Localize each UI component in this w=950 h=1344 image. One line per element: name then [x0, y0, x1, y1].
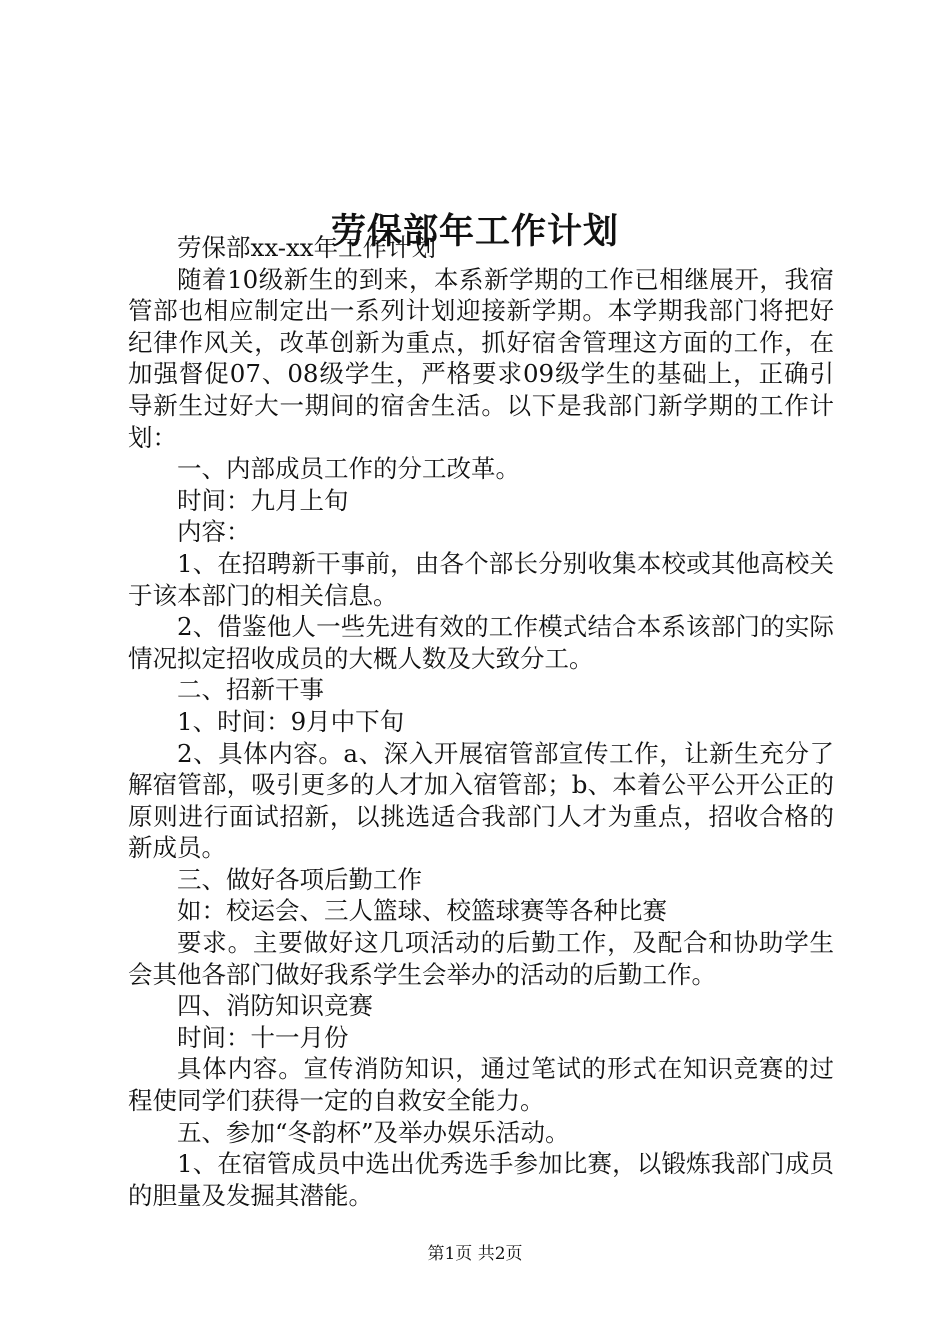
document-body: [128, 232, 834, 1211]
paragraph-item-1-1: 1、在招聘新干事前，由各个部长分别收集本校或其他高校关于该本部门的相关信息。: [128, 548, 834, 610]
paragraph-content-4: 具体内容。宣传消防知识，通过笔试的形式在知识竞赛的过程使同学们获得一定的自救安全能力。: [128, 1054, 834, 1116]
paragraph-item-5-1: 1、在宿管成员中选出优秀选手参加比赛，以锻炼我部门成员的胆量及发掘其潜能。: [128, 1149, 834, 1210]
page-number-footer: 第1页 共2页: [427, 1244, 523, 1264]
paragraph-item-2-2: 2、具体内容。a、深入开展宿管部宣传工作，让新生充分了解宿管部，吸引更多的人才加入宿管部；b、本着公平公开公正的原则进行面试招新，以挑选适合我部门人才为重点，招收合格的新成员。: [128, 738, 834, 863]
section-heading-1: 一、内部成员工作的分工改革。: [177, 454, 520, 484]
paragraph-item-2-1: 1、时间：9月中下旬: [177, 706, 405, 736]
paragraph-item-1-2: 2、借鉴他人一些先进有效的工作模式结合本系该部门的实际情况拟定招收成员的大概人数及大致分工。: [128, 612, 834, 673]
paragraph-time-1: 时间：九月上旬: [177, 485, 349, 515]
paragraph-time-4: 时间：十一月份: [177, 1022, 349, 1052]
paragraph-heading: 劳保部xx-xx年工作计划: [177, 233, 437, 262]
paragraph-content-label: 内容：: [177, 517, 251, 547]
document-title: 劳保部年工作计划: [330, 211, 619, 253]
paragraph-examples: 如：校运会、三人篮球、校篮球赛等各种比赛: [177, 896, 667, 926]
section-heading-3: 三、做好各项后勤工作: [177, 864, 422, 894]
section-heading-5: 五、参加“冬韵杯”及举办娱乐活动。: [177, 1117, 570, 1147]
section-heading-4: 四、消防知识竞赛: [177, 991, 373, 1021]
paragraph-requirements: 要求。主要做好这几项活动的后勤工作，及配合和协助学生会其他各部门做好我系学生会举办的活动的后勤工作。: [128, 928, 834, 989]
section-heading-2: 二、招新干事: [177, 675, 324, 705]
paragraph-intro: 随着10级新生的到来，本系新学期的工作已相继展开，我宿管部也相应制定出一系列计划迎接新学期。本学期我部门将把好纪律作风关，改革创新为重点，抓好宿舍管理这方面的工作，在加强督促07、08级学生，严格要求09级学生的基础上，正确引导新生过好大一期间的宿舍生活。以下是我部门新学期的工作计划：: [128, 264, 834, 452]
